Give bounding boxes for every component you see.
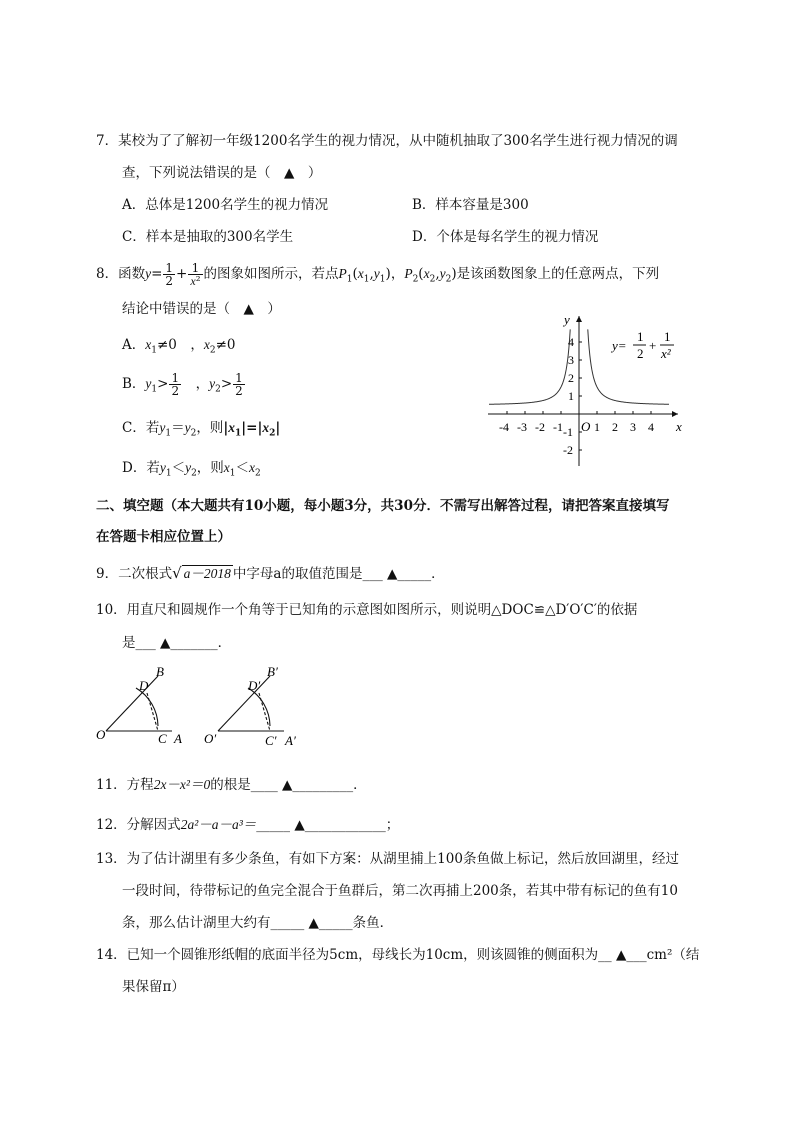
- q7-option-b: B．样本容量是300: [412, 197, 529, 213]
- q8-option-a: A．$x_1\ne 0$ ，$x_2\ne 0$: [122, 337, 236, 356]
- q7-option-a: A．总体是1200名学生的视力情况: [122, 197, 329, 213]
- q11: 11．方程2x－x²＝0的根是____ ▲_________．: [96, 777, 367, 793]
- q8-line2: 结论中错误的是（ ▲ ）: [122, 301, 281, 317]
- y-axis-label: y: [564, 312, 570, 327]
- svg-text:1: 1: [637, 329, 644, 344]
- q9: 9．二次根式√ a－2018 中字母a的取值范围是___ ▲_____．: [96, 564, 445, 582]
- svg-text:+: +: [649, 338, 657, 353]
- q14-line2: 果保留π）: [122, 979, 185, 995]
- origin-label: O: [581, 419, 591, 434]
- y-tick-label: 1: [568, 389, 574, 403]
- angle-construction-figure: [92, 664, 312, 754]
- x-axis-label: x: [676, 419, 682, 434]
- q14-line1: 14．已知一个圆锥形纸帽的底面半径为5cm，母线长为10cm，则该圆锥的侧面积为__ ▲___cm²（结: [96, 947, 700, 963]
- section2-line2: 在答题卡相应位置上）: [96, 529, 231, 545]
- curve-right-branch: [588, 329, 669, 404]
- x-tick-label: 1: [594, 420, 600, 434]
- q8-line1: 8．函数y= $\frac{1}{2}$ + $\frac{1}{\text{x²}}$ 的图象如图所示，若点$P_1(x_1,y_1)$，$P_2(x_2,y_2)$是该函数图象上的任意两点，下列: [96, 261, 660, 288]
- q7-option-d: D．个体是每名学生的视力情况: [412, 229, 599, 245]
- label-d-prime: D′: [248, 678, 261, 693]
- q7-line2: 查，下列说法错误的是（ ▲ ）: [122, 165, 322, 181]
- label-b-prime: B′: [267, 664, 278, 679]
- q8-option-c: C．若$y_1=y_2$，则$|x_1|=|x_2|$: [122, 420, 281, 439]
- q7-option-c: C．样本是抽取的300名学生: [122, 229, 294, 245]
- label-b: B: [156, 664, 164, 679]
- label-d: D: [139, 678, 149, 693]
- svg-text:y=: y=: [612, 338, 627, 353]
- q12: 12．分解因式2a²－a－a³＝_____ ▲____________；: [96, 817, 400, 833]
- label-a-prime: A′: [285, 733, 296, 748]
- svg-text:1: 1: [664, 329, 671, 344]
- q13-line1: 13．为了估计湖里有多少条鱼，有如下方案：从湖里捕上100条鱼做上标记，然后放回湖里，经过: [96, 851, 679, 867]
- q13-line2: 一段时间，待带标记的鱼完全混合于鱼群后，第二次再捕上200条，若其中带有标记的鱼有10: [122, 883, 678, 899]
- y-tick-label: 2: [568, 371, 574, 385]
- y-tick-label: -1: [563, 425, 573, 439]
- x-tick-label: 4: [648, 420, 654, 434]
- x-tick-label: -2: [535, 420, 545, 434]
- x-tick-label: -3: [517, 420, 527, 434]
- y-tick-label: 4: [568, 335, 574, 349]
- q8-option-b: B．$y_1>$ $\frac{1}{2}$ ，$y_2>$ $\frac{1}{2}$: [122, 371, 243, 398]
- label-o-prime: O′: [204, 731, 217, 746]
- function-label: [610, 329, 674, 361]
- svg-text:2: 2: [637, 346, 644, 361]
- section2-line1: 二、填空题（本大题共有10小题，每小题3分，共30分．不需写出解答过程，请把答案直接填写: [96, 498, 670, 514]
- curve-left-branch: [489, 329, 570, 404]
- q8-option-d: D．若$y_1<y_2$，则$x_1<x_2$: [122, 460, 261, 479]
- function-graph: [482, 310, 692, 470]
- label-a: A: [174, 731, 182, 746]
- graph-ticks: [499, 335, 657, 457]
- y-tick-label: 3: [568, 353, 574, 367]
- x-tick-label: -1: [553, 420, 563, 434]
- x-tick-label: 3: [630, 420, 636, 434]
- x-tick-label: 2: [612, 420, 618, 434]
- q13-line3: 条，那么估计湖里大约有_____ ▲_____条鱼．: [122, 915, 394, 931]
- y-tick-label: -2: [563, 443, 573, 457]
- q10-line2: 是___ ▲_______．: [122, 635, 232, 651]
- q10-line1: 10．用直尺和圆规作一个角等于已知角的示意图如图所示，则说明△DOC≌△D′O′C′的依据: [96, 602, 638, 618]
- label-c-prime: C′: [265, 733, 277, 748]
- y-axis-arrow: [576, 316, 582, 322]
- x-tick-label: -4: [499, 420, 509, 434]
- q7-line1: 7．某校为了了解初一年级1200名学生的视力情况，从中随机抽取了300名学生进行视力情况的调: [96, 133, 678, 149]
- x-axis-arrow: [672, 411, 678, 417]
- label-c: C: [158, 731, 167, 746]
- svg-text:x²: x²: [661, 346, 671, 361]
- label-o: O: [96, 727, 106, 742]
